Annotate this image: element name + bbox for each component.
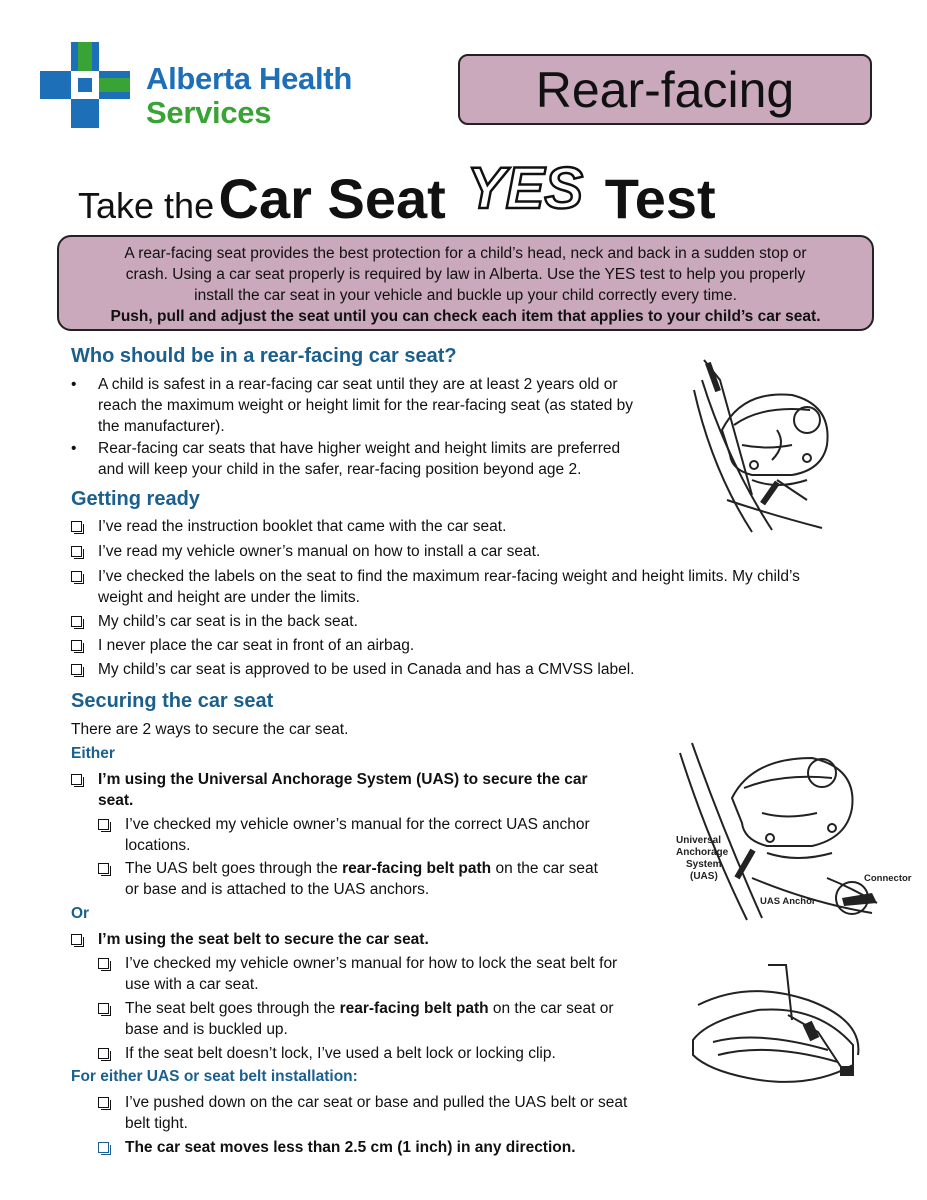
- logo-line-1: Alberta Health: [146, 61, 352, 96]
- bullet-text: reach the maximum weight or height limit for the rear-facing seat (as stated by: [98, 397, 633, 414]
- securing-heading: Securing the car seat: [71, 690, 274, 712]
- uas-sub2-text-c: on the car seat: [491, 860, 598, 877]
- belt-sub-text: I’ve checked my vehicle owner’s manual for how to lock the seat belt for: [125, 955, 618, 972]
- bullet-text: and will keep your child in the safer, rear-facing position beyond age 2.: [98, 461, 582, 478]
- intro-line-3: install the car seat in your vehicle and buckle up your child correctly every time.: [194, 287, 737, 304]
- uas-label-4: (UAS): [690, 871, 718, 882]
- uas-sub-text: locations.: [125, 837, 191, 854]
- connector-label: Connector: [864, 873, 912, 884]
- uas-main-text: I’m using the Universal Anchorage System (UAS) to secure the car: [98, 771, 588, 788]
- checkbox-icon[interactable]: [98, 1142, 109, 1153]
- uas-sub-text: I’ve checked my vehicle owner’s manual for the correct UAS anchor: [125, 816, 590, 833]
- getting-ready-heading: Getting ready: [71, 488, 200, 510]
- checkbox-icon[interactable]: [98, 1048, 109, 1059]
- checkbox-icon[interactable]: [71, 521, 82, 532]
- uas-anchor-label: UAS Anchor: [760, 896, 816, 907]
- checkbox-icon[interactable]: [71, 934, 82, 945]
- intro-box: [57, 235, 874, 331]
- bullet-text: Rear-facing car seats that have higher weight and height limits are preferred: [98, 440, 621, 457]
- yes-badge-icon: [450, 160, 600, 222]
- title-bold: Car Seat: [218, 167, 446, 230]
- belt-sub2-text-a: The seat belt goes through the: [125, 1000, 340, 1017]
- uas-label-2: Anchorage: [676, 847, 729, 858]
- checkbox-icon[interactable]: [98, 863, 109, 874]
- checkbox-icon[interactable]: [98, 958, 109, 969]
- checkbox-icon[interactable]: [98, 819, 109, 830]
- seat-belt-install-illustration: [688, 960, 873, 1095]
- yes-text: YES: [467, 160, 584, 221]
- ready-item-text: I never place the car seat in front of an airbag.: [98, 637, 415, 654]
- checkbox-icon[interactable]: [71, 616, 82, 627]
- belt-sub-text: use with a car seat.: [125, 976, 259, 993]
- intro-line-2: crash. Using a car seat properly is required by law in Alberta. Use the YES test to help you properly: [125, 266, 806, 283]
- checkbox-icon[interactable]: [98, 1003, 109, 1014]
- checkbox-icon[interactable]: [71, 571, 82, 582]
- ready-item-text: weight and height are under the limits.: [98, 589, 360, 606]
- securing-intro: There are 2 ways to secure the car seat.: [71, 721, 349, 738]
- belt-sub-text: If the seat belt doesn’t lock, I’ve used a belt lock or locking clip.: [125, 1045, 556, 1062]
- uas-label-1: Universal: [676, 835, 722, 846]
- bullet-dot-icon: •: [71, 376, 77, 393]
- rear-facing-banner: Rear-facing: [458, 54, 872, 125]
- checkbox-icon[interactable]: [71, 640, 82, 651]
- ready-item-text: I’ve checked the labels on the seat to find the maximum rear-facing weight and height limits. My child’s: [98, 568, 800, 585]
- intro-line-1: A rear-facing seat provides the best protection for a child’s head, neck and back in a sudden stop or: [124, 245, 807, 262]
- ahs-logo-cross-icon: [40, 42, 130, 128]
- either-label: Either: [71, 745, 115, 762]
- belt-sub2-text-c: on the car seat or: [488, 1000, 614, 1017]
- checkbox-icon[interactable]: [71, 546, 82, 557]
- ready-item-text: I’ve read the instruction booklet that came with the car seat.: [98, 518, 507, 535]
- final-item-text: The car seat moves less than 2.5 cm (1 inch) in any direction.: [125, 1139, 576, 1156]
- either-install-heading: For either UAS or seat belt installation:: [71, 1068, 358, 1085]
- uas-sub2-text-a: The UAS belt goes through the: [125, 860, 343, 877]
- bullet-dot-icon: •: [71, 440, 77, 457]
- checkbox-icon[interactable]: [71, 664, 82, 675]
- ready-item-text: I’ve read my vehicle owner’s manual on how to install a car seat.: [98, 543, 541, 560]
- ahs-logo-text: [146, 62, 352, 130]
- belt-sub2-line-2: base and is buckled up.: [125, 1021, 288, 1038]
- belt-main-text: I’m using the seat belt to secure the car seat.: [98, 931, 429, 948]
- title-post: Test: [604, 167, 716, 230]
- uas-sub2-text-bold: rear-facing belt path: [342, 860, 492, 877]
- logo-line-2: Services: [146, 95, 272, 130]
- belt-sub2-text-bold: rear-facing belt path: [339, 1000, 489, 1017]
- bullet-text: the manufacturer).: [98, 418, 225, 435]
- final-item-text: I’ve pushed down on the car seat or base and pulled the UAS belt or seat: [125, 1094, 628, 1111]
- page-title: [78, 160, 716, 231]
- ready-item-text: My child’s car seat is approved to be used in Canada and has a CMVSS label.: [98, 661, 635, 678]
- uas-label-3: System: [686, 859, 722, 870]
- uas-sub2-line-2: or base and is attached to the UAS anchors.: [125, 881, 430, 898]
- checkbox-icon[interactable]: [98, 1097, 109, 1108]
- rear-facing-seat-illustration: [682, 350, 842, 535]
- or-label: Or: [71, 905, 90, 922]
- bullet-text: A child is safest in a rear-facing car seat until they are at least 2 years old or: [98, 376, 618, 393]
- title-pre: Take the: [78, 185, 215, 226]
- intro-line-4: Push, pull and adjust the seat until you can check each item that applies to your child’s car seat.: [110, 308, 821, 325]
- final-item-text: belt tight.: [125, 1115, 188, 1132]
- ready-item-text: My child’s car seat is in the back seat.: [98, 613, 358, 630]
- who-heading: Who should be in a rear-facing car seat?: [71, 345, 457, 367]
- uas-main-text: seat.: [98, 792, 134, 809]
- checkbox-icon[interactable]: [71, 774, 82, 785]
- uas-install-illustration: [672, 728, 912, 928]
